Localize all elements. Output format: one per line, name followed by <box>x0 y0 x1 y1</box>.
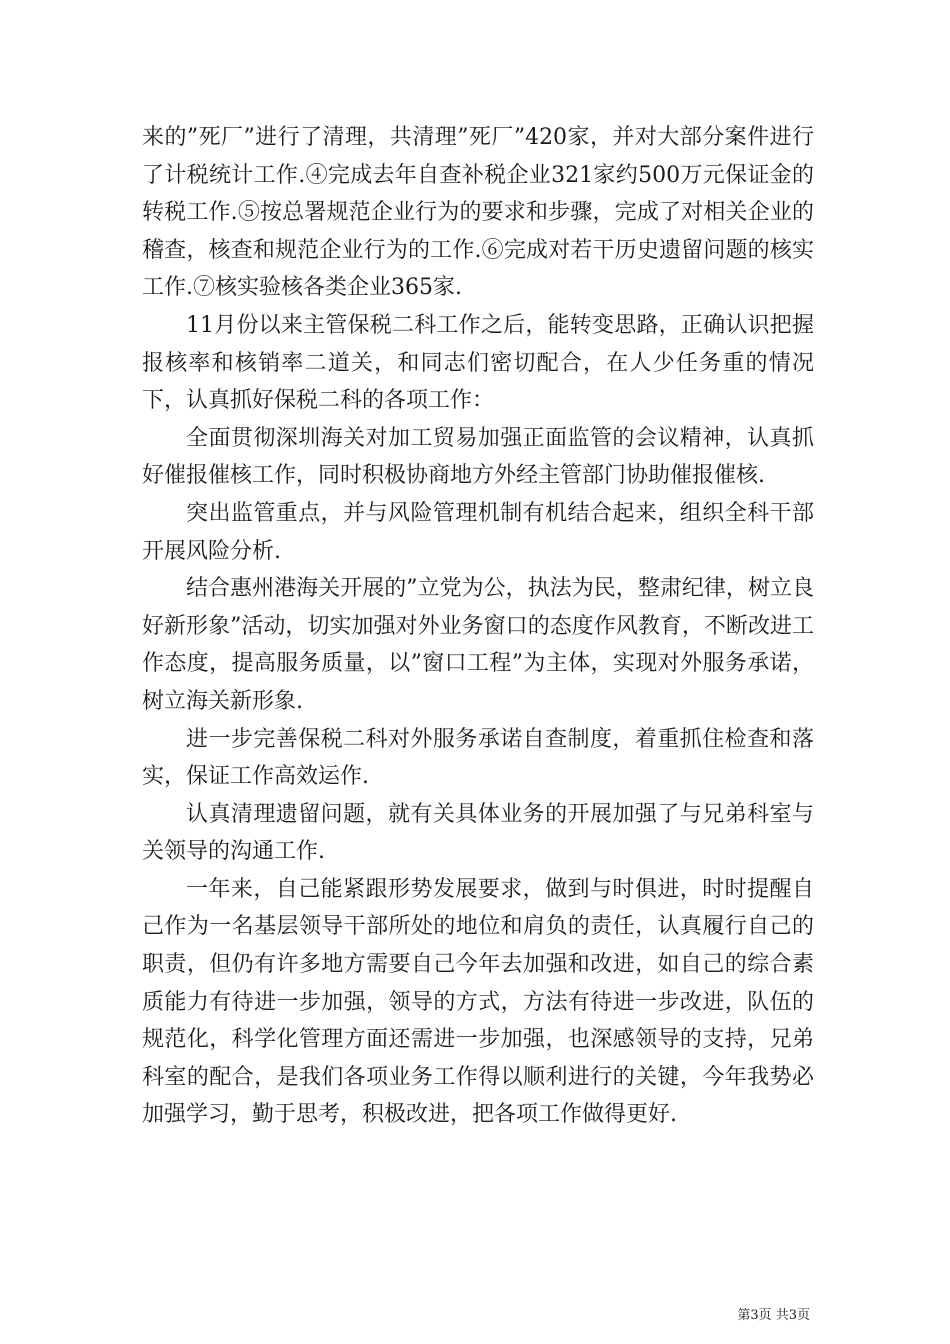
paragraph-6: 进一步完善保税二科对外服务承诺自查制度，着重抓住检查和落实，保证工作高效运作. <box>142 726 814 790</box>
paragraph-8: 一年来，自己能紧跟形势发展要求，做到与时俱进，时时提醒自己作为一名基层领导干部所处的地位和肩负的责任，认真履行自己的职责，但仍有许多地方需要自己今年去加强和改进，如自己的综合素质能力有待进一步加强，领导的方式，方法有待进一步改进，队伍的规范化，科学化管理方面还需进一步加强，也深感领导的支持，兄弟科室的配合，是我们各项业务工作得以顺利进行的关键，今年我势必加强学习，勤于思考，积极改进，把各项工作做得更好. <box>142 876 814 1128</box>
paragraph-3: 全面贯彻深圳海关对加工贸易加强正面监管的会议精神，认真抓好催报催核工作，同时积极协商地方外经主管部门协助催报催核. <box>142 425 814 489</box>
paragraph-4: 突出监管重点，并与风险管理机制有机结合起来，组织全科干部开展风险分析. <box>142 500 814 564</box>
page-number-footer: 第3页 共3页 <box>737 1308 810 1323</box>
paragraph-7: 认真清理遗留问题，就有关具体业务的开展加强了与兄弟科室与关领导的沟通工作. <box>142 801 814 865</box>
paragraph-1: 来的”死厂”进行了清理，共清理”死厂”420家，并对大部分案件进行了计税统计工作.④完成去年自查补税企业321家约500万元保证金的转税工作.⑤按总署规范企业行为的要求和步骤，完成了对相关企业的稽查，核查和规范企业行为的工作.⑥完成对若干历史遗留问题的核实工作.⑦核实验核各类企业365家. <box>142 125 814 301</box>
document-body <box>142 119 814 1134</box>
paragraph-5: 结合惠州港海关开展的”立党为公，执法为民，整肃纪律，树立良好新形象”活动，切实加强对外业务窗口的态度作风教育，不断改进工作态度，提高服务质量，以”窗口工程”为主体，实现对外服务承诺，树立海关新形象. <box>142 576 814 714</box>
paragraph-2: 11月份以来主管保税二科工作之后，能转变思路，正确认识把握报核率和核销率二道关，和同志们密切配合，在人少任务重的情况下，认真抓好保税二科的各项工作： <box>142 312 814 414</box>
